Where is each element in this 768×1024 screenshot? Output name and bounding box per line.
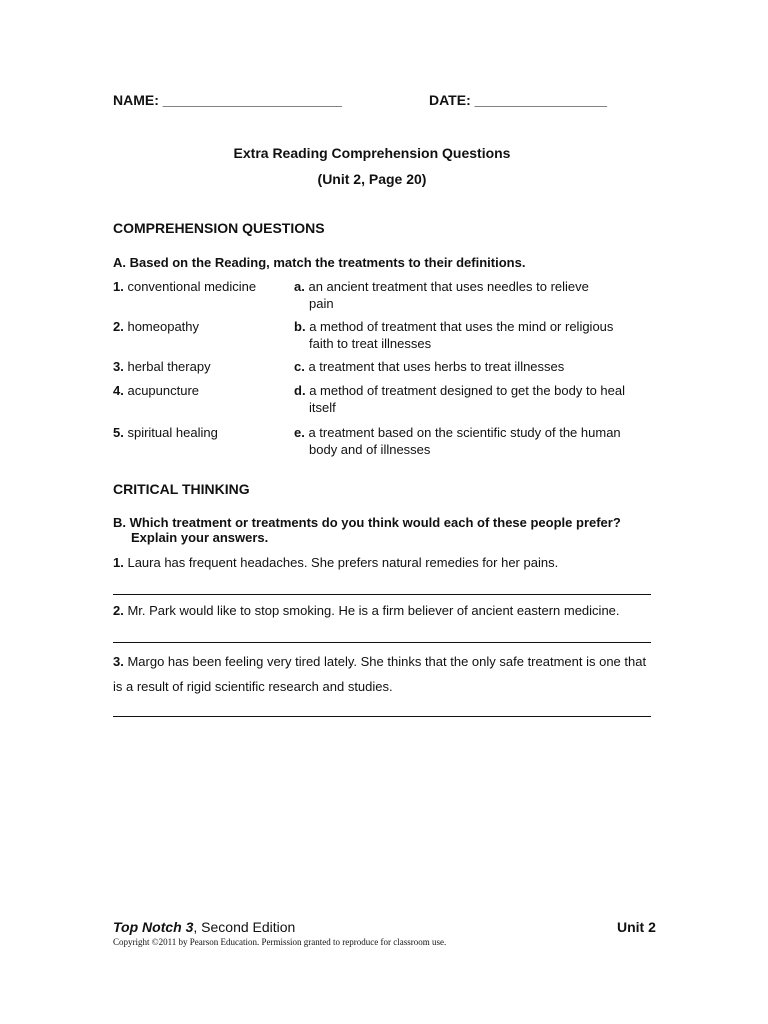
date-field <box>429 92 607 108</box>
comprehension-heading: COMPREHENSION QUESTIONS <box>113 220 325 236</box>
page-subtitle: (Unit 2, Page 20) <box>317 171 427 187</box>
definition-item: e. a treatment based on the scientific study of the human body and of illnesses <box>294 425 621 457</box>
definition-item: b. a method of treatment that uses the mind or religious faith to treat illnesses <box>294 319 614 351</box>
unit-label: Unit 2 <box>617 919 656 935</box>
page-title: Extra Reading Comprehension Questions <box>233 145 511 161</box>
term-item: 2. homeopathy <box>113 319 200 334</box>
answer-line[interactable] <box>113 594 651 595</box>
term-item: 3. herbal therapy <box>113 359 211 374</box>
critical-instruction: B. Which treatment or treatments do you think would each of these people prefer? <box>113 515 621 530</box>
term-item: 1. conventional medicine <box>113 279 257 294</box>
definition-item: a. an ancient treatment that uses needles to relieve pain <box>294 279 589 311</box>
definition-item: c. a treatment that uses herbs to treat illnesses <box>294 359 565 374</box>
critical-heading: CRITICAL THINKING <box>113 481 250 497</box>
term-item: 5. spiritual healing <box>113 425 218 440</box>
name-label: NAME: <box>113 92 159 108</box>
prompt-item: 2. Mr. Park would like to stop smoking. He is a firm believer of ancient eastern medicine. <box>113 603 620 618</box>
comprehension-instruction: A. Based on the Reading, match the treatments to their definitions. <box>113 255 526 270</box>
prompt-item: 3. Margo has been feeling very tired lately. She thinks that the only safe treatment is one that is a result of rigid scientific research and studies. <box>113 654 647 694</box>
prompt-item: 1. Laura has frequent headaches. She prefers natural remedies for her pains. <box>113 555 559 570</box>
answer-line[interactable] <box>113 642 651 643</box>
book-title: Top Notch 3, Second Edition <box>113 919 296 935</box>
date-label: DATE: <box>429 92 471 108</box>
copyright-notice: Copyright ©2011 by Pearson Education. Permission granted to reproduce for classroom use. <box>113 937 447 947</box>
date-blank: _________________ <box>474 92 607 108</box>
name-blank: _______________________ <box>162 92 342 108</box>
answer-line[interactable] <box>113 716 651 717</box>
term-item: 4. acupuncture <box>113 383 200 398</box>
critical-instruction-cont: Explain your answers. <box>131 530 269 545</box>
definition-item: d. a method of treatment designed to get the body to heal itself <box>294 383 626 415</box>
name-field <box>113 92 342 108</box>
